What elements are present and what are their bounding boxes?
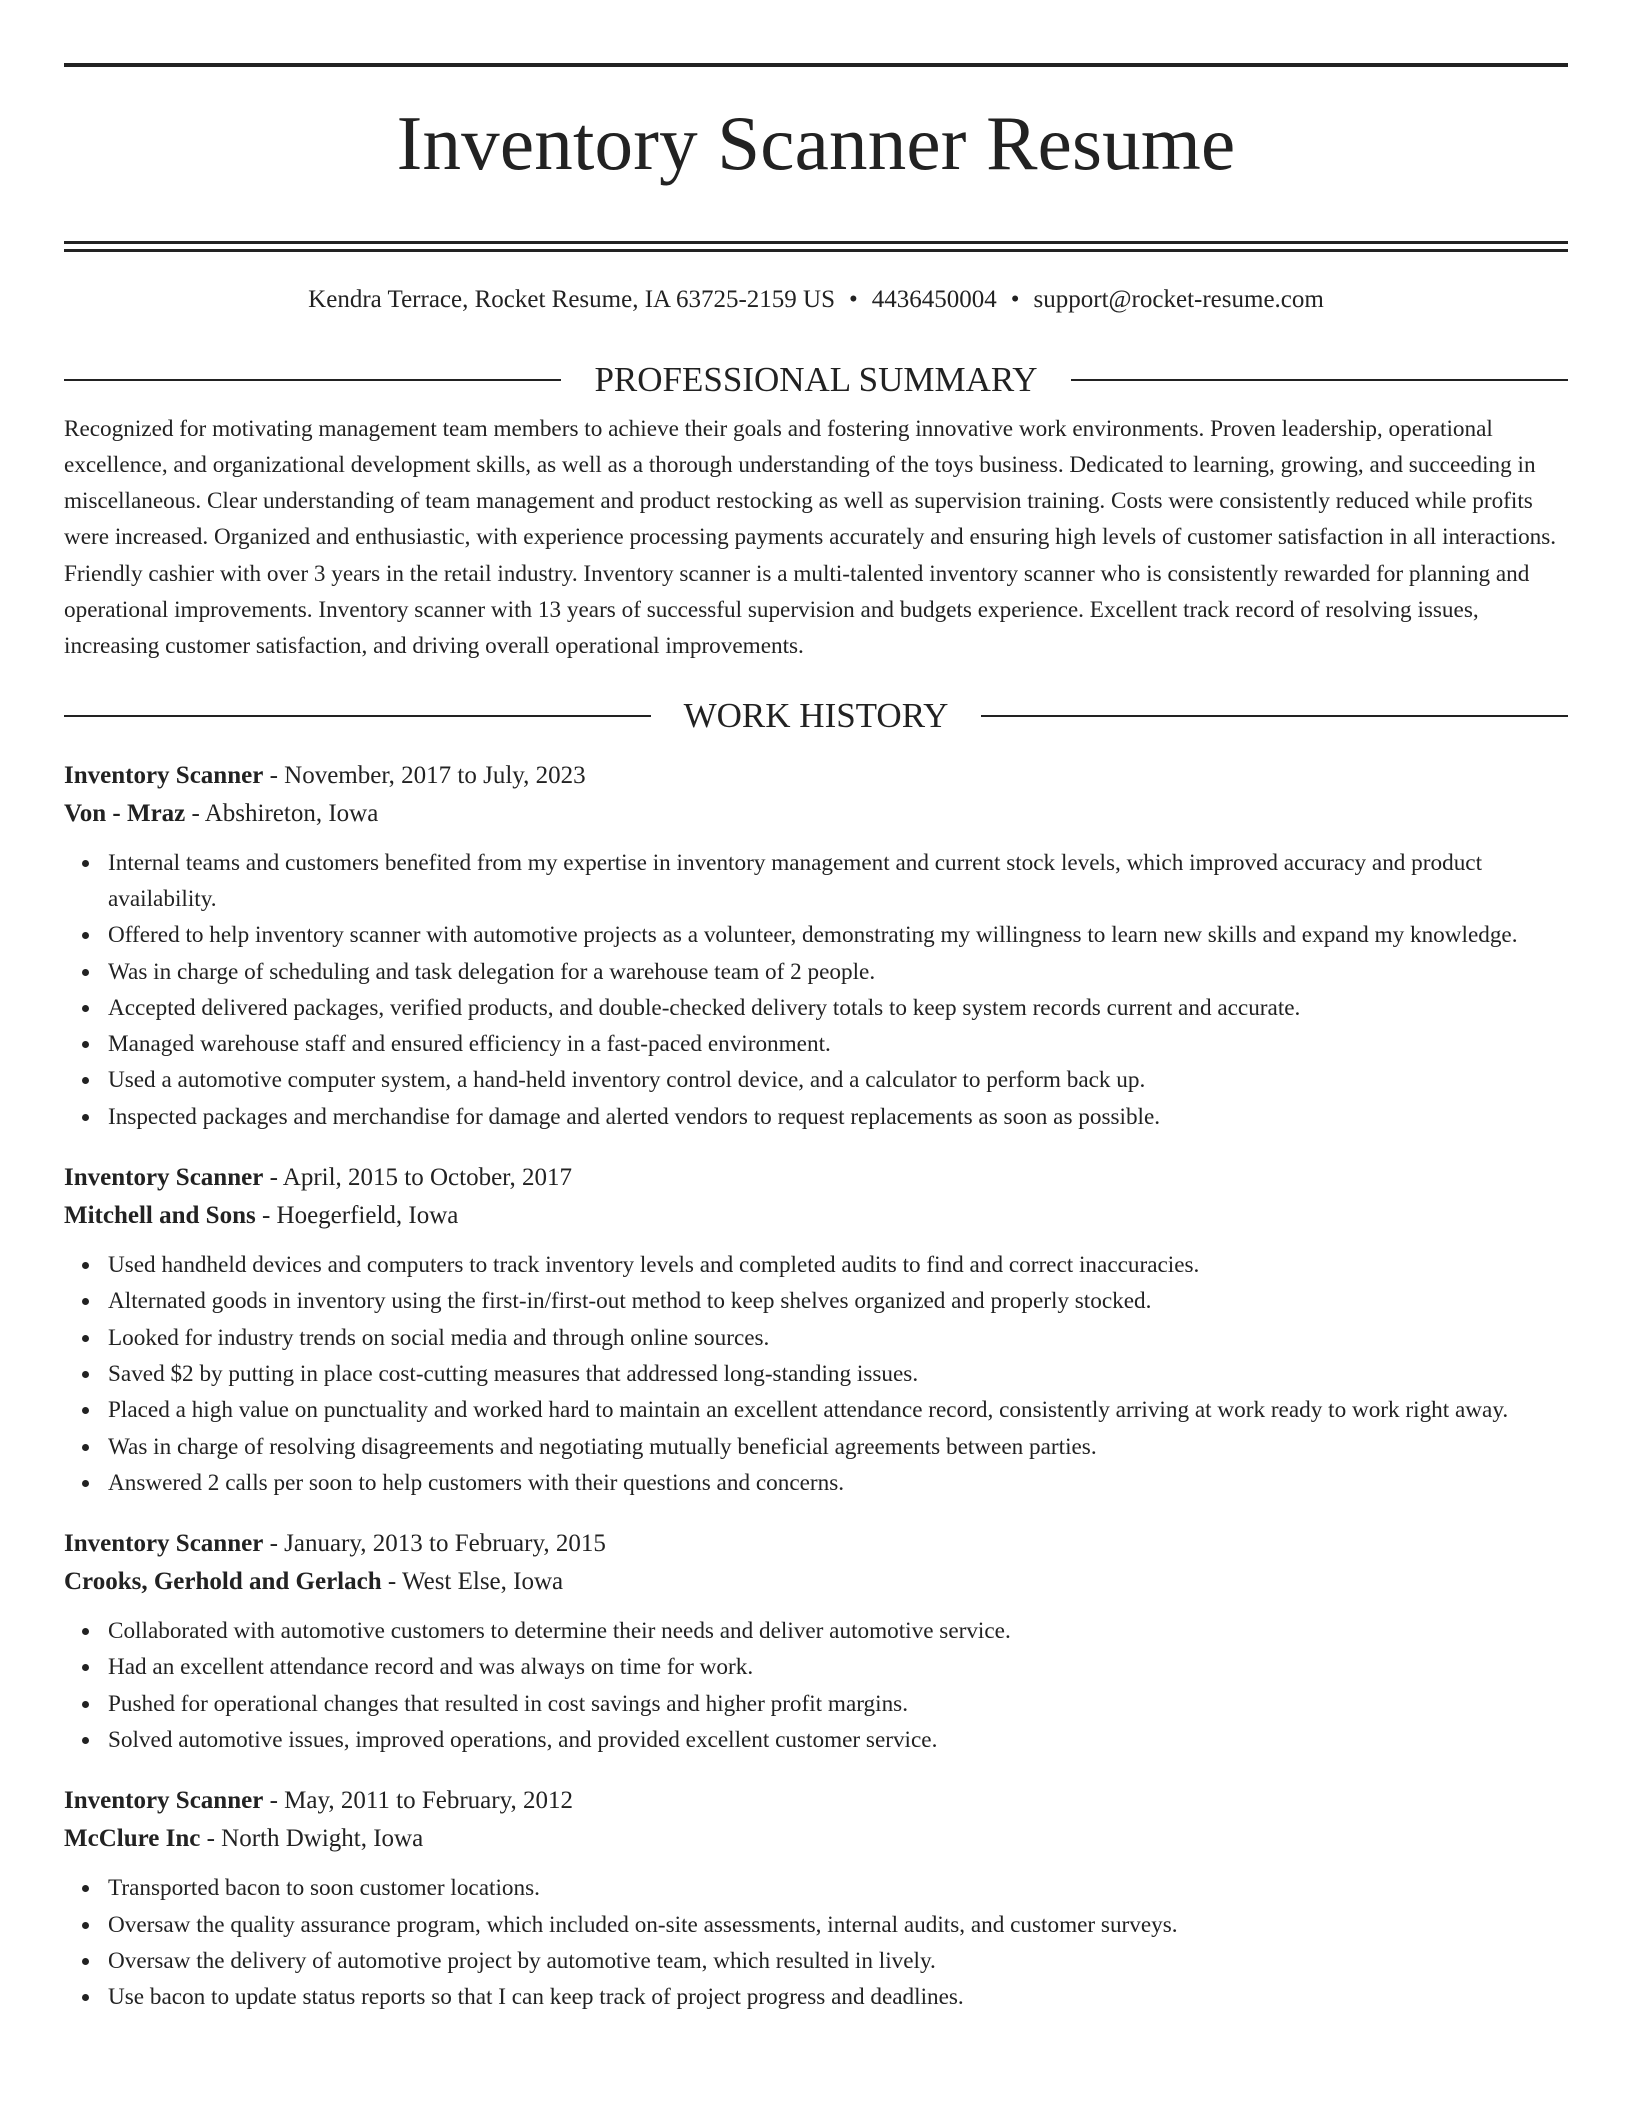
- job-bullet-list: [64, 845, 1568, 1135]
- job-location: - Hoegerfield, Iowa: [255, 1202, 459, 1230]
- job-bullet: Accepted delivered packages, verified products, and double-checked delivery totals to keep system records current and accurate.: [108, 990, 1568, 1026]
- heading-rule-right: [981, 715, 1568, 717]
- job-bullet: Transported bacon to soon customer locations.: [108, 1870, 1568, 1906]
- job-bullet: Looked for industry trends on social media and through online sources.: [108, 1320, 1568, 1356]
- section-heading-summary: [64, 359, 1568, 401]
- contact-separator: •: [849, 285, 858, 313]
- job-company-line: [64, 795, 1568, 833]
- job-company: Mitchell and Sons: [64, 1202, 256, 1230]
- job-title: Inventory Scanner: [64, 1530, 264, 1558]
- job-bullet: Placed a high value on punctuality and worked hard to maintain an excellent attendance record, consistently arriving at work ready to work right away.: [108, 1392, 1568, 1428]
- job-dates: - November, 2017 to July, 2023: [263, 761, 586, 789]
- job-bullet: Managed warehouse staff and ensured efficiency in a fast-paced environment.: [108, 1026, 1568, 1062]
- section-heading-work: [64, 695, 1568, 737]
- job-bullet: Internal teams and customers benefited from my expertise in inventory management and current stock levels, which improved accuracy and product availability.: [108, 845, 1568, 918]
- job-bullet-list: [64, 1870, 1568, 2015]
- contact-email: support@rocket-resume.com: [1033, 285, 1324, 313]
- job-title: Inventory Scanner: [64, 1787, 264, 1815]
- job-bullet: Was in charge of scheduling and task delegation for a warehouse team of 2 people.: [108, 954, 1568, 990]
- job-bullet: Collaborated with automotive customers to determine their needs and deliver automotive service.: [108, 1613, 1568, 1649]
- title-double-rule: [64, 241, 1568, 252]
- contact-separator: •: [1010, 285, 1020, 313]
- job-bullet: Was in charge of resolving disagreements and negotiating mutually beneficial agreements between parties.: [108, 1429, 1568, 1465]
- heading-rule-left: [64, 379, 561, 381]
- contact-phone: 4436450004: [871, 285, 997, 313]
- job-entry: [64, 1525, 1568, 1758]
- job-title: Inventory Scanner: [64, 761, 264, 789]
- section-title: PROFESSIONAL SUMMARY: [594, 359, 1038, 399]
- job-bullet-list: [64, 1613, 1568, 1758]
- work-history-list: [64, 757, 1568, 2016]
- job-bullet: Solved automotive issues, improved operations, and provided excellent customer service.: [108, 1722, 1568, 1758]
- job-bullet: Offered to help inventory scanner with automotive projects as a volunteer, demonstrating my willingness to learn new skills and expand my knowledge.: [108, 917, 1568, 953]
- job-location: - West Else, Iowa: [381, 1568, 564, 1596]
- job-company-line: [64, 1197, 1568, 1235]
- job-bullet: Used handheld devices and computers to track inventory levels and completed audits to find and correct inaccuracies.: [108, 1247, 1568, 1283]
- job-title-line: [64, 757, 1568, 795]
- page-title: Inventory Scanner Resume: [396, 100, 1236, 186]
- job-bullet: Inspected packages and merchandise for damage and alerted vendors to request replacements as soon as possible.: [108, 1099, 1568, 1135]
- heading-rule-left: [64, 715, 651, 717]
- summary-text: Recognized for motivating management team members to achieve their goals and fostering innovative work environments. Proven leadership, operational excellence, and organizational development skills, as well as a thorough understanding of the toys business. Dedicated to learning, growing, and succeeding in miscellaneous. Clear understanding of team management and product restocking as well as supervision training. Costs were consistently reduced while profits were increased. Organized and enthusiastic, with experience processing payments accurately and ensuring high levels of customer satisfaction in all interactions. Friendly cashier with over 3 years in the retail industry. Inventory scanner is a multi-talented inventory scanner who is consistently rewarded for planning and operational improvements. Inventory scanner with 13 years of successful supervision and budgets experience. Excellent track record of resolving issues, increasing customer satisfaction, and driving overall operational improvements.: [64, 415, 1557, 660]
- job-bullet-list: [64, 1247, 1568, 1501]
- job-bullet: Pushed for operational changes that resulted in cost savings and higher profit margins.: [108, 1686, 1568, 1722]
- job-title-line: [64, 1159, 1568, 1197]
- job-title-line: [64, 1782, 1568, 1820]
- job-bullet: Answered 2 calls per soon to help customers with their questions and concerns.: [108, 1465, 1568, 1501]
- job-company: Von - Mraz: [64, 799, 186, 827]
- job-company-line: [64, 1820, 1568, 1858]
- job-bullet: Oversaw the quality assurance program, which included on-site assessments, internal audits, and customer surveys.: [108, 1907, 1568, 1943]
- job-dates: - January, 2013 to February, 2015: [263, 1530, 606, 1558]
- job-company-line: [64, 1563, 1568, 1601]
- section-title: WORK HISTORY: [683, 695, 949, 735]
- job-entry: [64, 757, 1568, 1135]
- contact-address: Kendra Terrace, Rocket Resume, IA 63725-2159 US: [308, 285, 835, 313]
- job-company: McClure Inc: [64, 1825, 201, 1853]
- job-location: - Abshireton, Iowa: [185, 799, 379, 827]
- job-title-line: [64, 1525, 1568, 1563]
- job-title: Inventory Scanner: [64, 1164, 264, 1192]
- job-bullet: Alternated goods in inventory using the first-in/first-out method to keep shelves organized and properly stocked.: [108, 1283, 1568, 1319]
- job-bullet: Oversaw the delivery of automotive project by automotive team, which resulted in lively.: [108, 1943, 1568, 1979]
- top-rule: [64, 63, 1568, 67]
- contact-line: [64, 285, 1568, 315]
- job-bullet: Use bacon to update status reports so that I can keep track of project progress and deadlines.: [108, 1979, 1568, 2015]
- job-dates: - May, 2011 to February, 2012: [263, 1787, 573, 1815]
- job-dates: - April, 2015 to October, 2017: [263, 1164, 572, 1192]
- job-bullet: Had an excellent attendance record and was always on time for work.: [108, 1649, 1568, 1685]
- heading-rule-right: [1071, 379, 1568, 381]
- job-bullet: Saved $2 by putting in place cost-cutting measures that addressed long-standing issues.: [108, 1356, 1568, 1392]
- job-company: Crooks, Gerhold and Gerlach: [64, 1568, 382, 1596]
- job-location: - North Dwight, Iowa: [200, 1825, 424, 1853]
- job-entry: [64, 1159, 1568, 1501]
- job-bullet: Used a automotive computer system, a hand-held inventory control device, and a calculator to perform back up.: [108, 1062, 1568, 1098]
- job-entry: [64, 1782, 1568, 2015]
